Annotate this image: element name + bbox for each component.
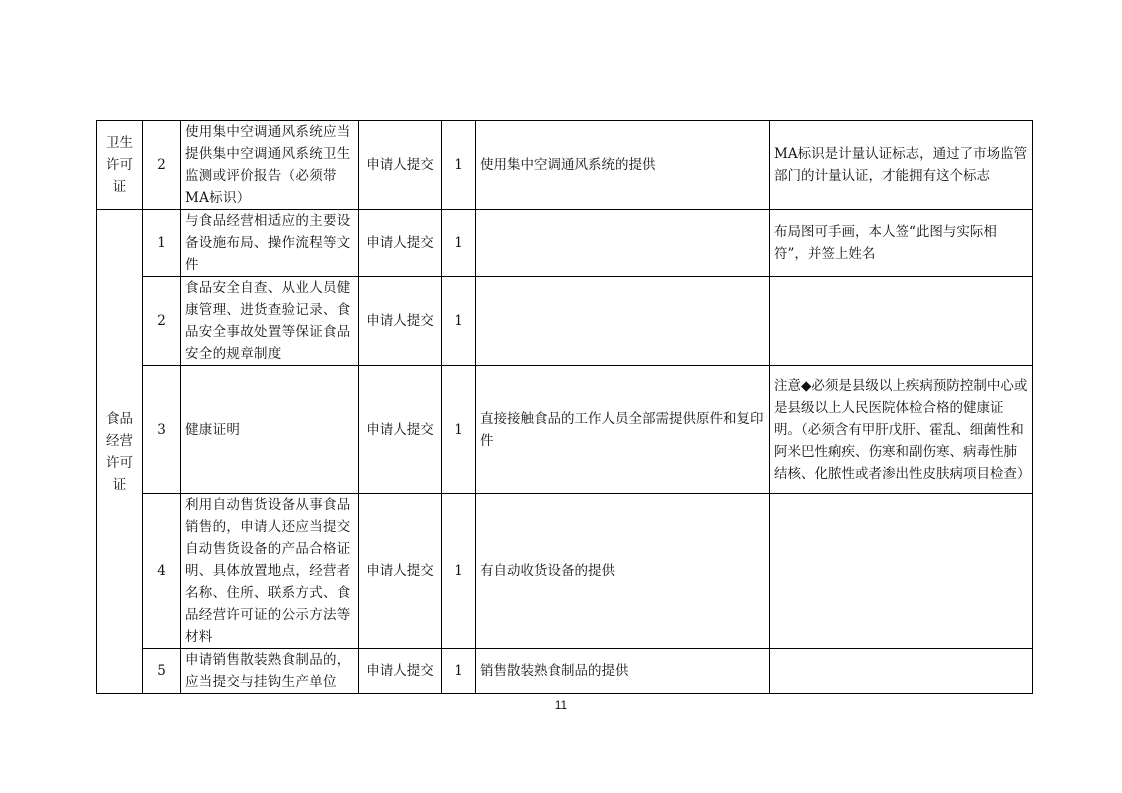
usage-cell: [476, 210, 770, 277]
table-row: [97, 121, 1033, 210]
material-cell: 申请销售散装熟食制品的，应当提交与挂钩生产单位: [181, 649, 359, 694]
table-row: [97, 649, 1033, 694]
usage-cell: 有自动收货设备的提供: [476, 494, 770, 649]
note-cell: [770, 494, 1033, 649]
source-cell: 申请人提交: [359, 121, 442, 210]
material-cell: 与食品经营相适应的主要设备设施布局、操作流程等文件: [181, 210, 359, 277]
material-cell: 食品安全自查、从业人员健康管理、进货查验记录、食品安全事故处置等保证食品安全的规章制度: [181, 277, 359, 366]
row-number: 3: [143, 366, 181, 494]
note-cell: [770, 649, 1033, 694]
source-cell: 申请人提交: [359, 649, 442, 694]
usage-cell: 销售散装熟食制品的提供: [476, 649, 770, 694]
usage-cell: 使用集中空调通风系统的提供: [476, 121, 770, 210]
source-cell: 申请人提交: [359, 210, 442, 277]
count-cell: 1: [442, 121, 476, 210]
row-number: 1: [143, 210, 181, 277]
count-cell: 1: [442, 277, 476, 366]
count-cell: 1: [442, 649, 476, 694]
row-number: 5: [143, 649, 181, 694]
table-row: [97, 210, 1033, 277]
row-number: 2: [143, 277, 181, 366]
material-cell: 使用集中空调通风系统应当提供集中空调通风系统卫生监测或评价报告（必须带MA标识）: [181, 121, 359, 210]
row-number: 2: [143, 121, 181, 210]
material-cell: 利用自动售货设备从事食品销售的，申请人还应当提交自动售货设备的产品合格证明、具体放置地点，经营者名称、住所、联系方式、食品经营许可证的公示方法等材料: [181, 494, 359, 649]
material-cell: 健康证明: [181, 366, 359, 494]
table-row: [97, 494, 1033, 649]
table-row: [97, 366, 1033, 494]
materials-table: [96, 120, 1033, 694]
count-cell: 1: [442, 366, 476, 494]
table-row: [97, 277, 1033, 366]
page-number: 11: [554, 698, 568, 712]
note-cell: 布局图可手画，本人签“此图与实际相符”，并签上姓名: [770, 210, 1033, 277]
source-cell: 申请人提交: [359, 366, 442, 494]
source-cell: 申请人提交: [359, 277, 442, 366]
note-cell: 注意◆必须是县级以上疾病预防控制中心或是县级以上人民医院体检合格的健康证明。（必须含有甲肝戊肝、霍乱、细菌性和阿米巴性痢疾、伤寒和副伤寒、病毒性肺结核、化脓性或者渗出性皮肤病项目检查）: [770, 366, 1033, 494]
usage-cell: [476, 277, 770, 366]
source-cell: 申请人提交: [359, 494, 442, 649]
usage-cell: 直接接触食品的工作人员全部需提供原件和复印件: [476, 366, 770, 494]
note-cell: MA标识是计量认证标志，通过了市场监管部门的计量认证，才能拥有这个标志: [770, 121, 1033, 210]
note-cell: [770, 277, 1033, 366]
category-food-license: 食品经营许可证: [97, 210, 143, 694]
count-cell: 1: [442, 494, 476, 649]
count-cell: 1: [442, 210, 476, 277]
row-number: 4: [143, 494, 181, 649]
category-hygiene-license: 卫生许可证: [97, 121, 143, 210]
